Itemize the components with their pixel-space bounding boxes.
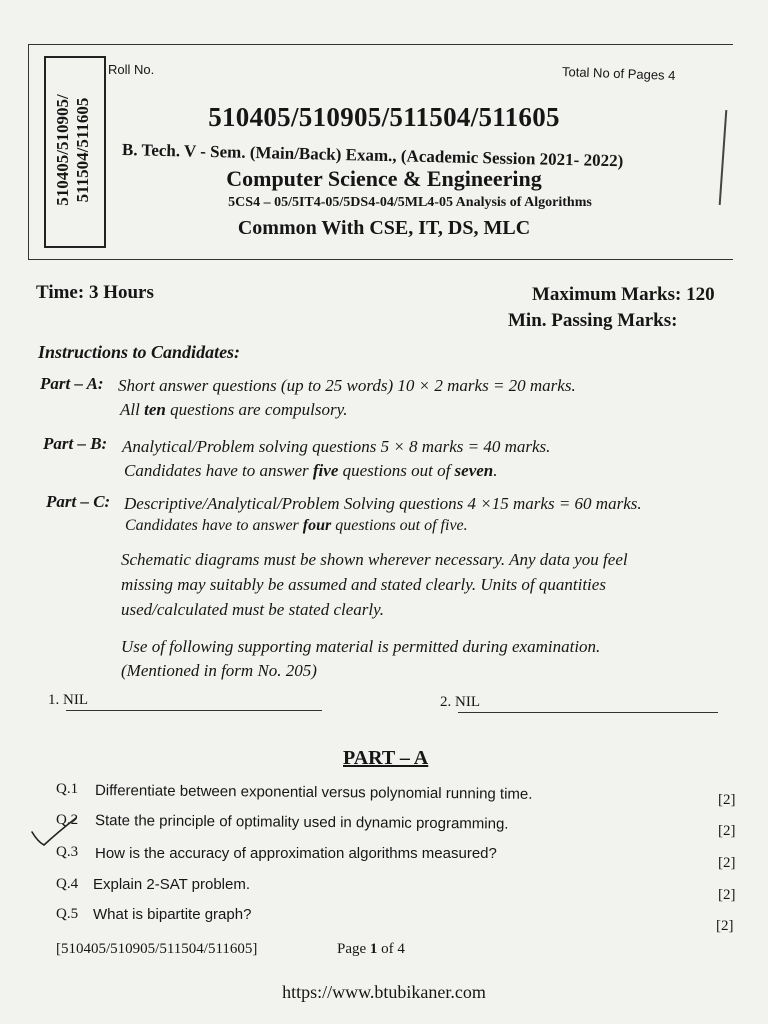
subject-line: 5CS4 – 05/5IT4-05/5DS4-04/5ML4-05 Analysis of Algorithms: [228, 195, 592, 210]
question-text: State the principle of optimality used in dynamic programming.: [94, 812, 509, 833]
material-item-1: 1. NIL: [48, 692, 88, 708]
part-b-label: Part – B:: [43, 434, 108, 453]
material-item-2-line: [458, 712, 718, 713]
side-codes-line2: 511504/511605: [73, 97, 92, 203]
question-number: Q.1: [56, 781, 79, 797]
material-item-1-line: [66, 710, 322, 711]
part-a-line1: Short answer questions (up to 25 words) 10 × 2 marks = 20 marks.: [118, 376, 576, 395]
question-text: What is bipartite graph?: [93, 906, 252, 923]
schematic-line1: Schematic diagrams must be shown wherever necessary. Any data you feel: [121, 550, 628, 569]
question-text: Explain 2-SAT problem.: [93, 876, 251, 893]
part-a-line2-bold: ten: [144, 400, 166, 419]
part-c-line2-pre: Candidates have to answer: [125, 517, 303, 534]
part-b-line2-pre: Candidates have to answer: [124, 461, 313, 480]
page-number-current: 1: [369, 941, 378, 957]
handwritten-check-mark-icon: [28, 812, 78, 848]
page-number-pre: Page: [337, 941, 370, 957]
part-b-line2-mid: questions out of: [338, 461, 455, 480]
footer-paper-codes: [510405/510905/511504/511605]: [56, 941, 258, 957]
part-b-line2-bold1: five: [312, 461, 339, 480]
question-text: How is the accuracy of approximation algorithms measured?: [95, 845, 497, 862]
part-b-line2: [124, 461, 498, 481]
material-line2: (Mentioned in form No. 205): [121, 661, 317, 680]
max-marks: Maximum Marks: 120: [532, 284, 715, 305]
material-line1: Use of following supporting material is permitted during examination.: [121, 637, 601, 656]
common-with-line: Common With CSE, IT, DS, MLC: [237, 217, 531, 239]
question-marks: [2]: [718, 792, 736, 808]
question-text: Differentiate between exponential versus polynomial running time.: [94, 782, 533, 803]
page-number: [337, 941, 405, 958]
question-marks: [2]: [716, 918, 734, 934]
page-number-post: of 4: [377, 941, 405, 957]
question-marks: [2]: [718, 823, 736, 839]
question-number: Q.5: [56, 906, 79, 922]
part-a-line2-pre: All: [120, 400, 145, 419]
part-c-line2: [125, 517, 468, 535]
part-a-heading: PART – A: [343, 747, 429, 769]
material-item-2: 2. NIL: [440, 694, 480, 710]
part-a-label: Part – A:: [40, 374, 104, 393]
part-a-line2: [120, 400, 347, 420]
question-number: Q.4: [56, 876, 79, 892]
schematic-line3: used/calculated must be stated clearly.: [121, 600, 384, 619]
part-c-label: Part – C:: [46, 492, 111, 511]
total-pages: Total No of Pages 4: [561, 64, 676, 83]
part-b-line2-post: .: [493, 461, 498, 480]
question-marks: [2]: [718, 855, 736, 871]
part-c-line2-bold: four: [302, 517, 332, 534]
time-label: Time: 3 Hours: [36, 282, 154, 303]
department-title: Computer Science & Engineering: [226, 166, 542, 191]
side-codes-line1: 510405/510905/: [53, 94, 72, 206]
part-c-line2-post: questions out of five.: [331, 517, 468, 534]
part-c-line1: Descriptive/Analytical/Problem Solving questions 4 ×15 marks = 60 marks.: [124, 494, 642, 513]
question-number: Q.3: [56, 844, 79, 860]
part-b-line2-bold2: seven: [454, 461, 494, 480]
exam-line: B. Tech. V - Sem. (Main/Back) Exam., (Academic Session 2021- 2022): [121, 140, 624, 171]
min-passing-marks: Min. Passing Marks:: [508, 310, 678, 331]
schematic-line2: missing may suitably be assumed and stated clearly. Units of quantities: [121, 575, 606, 594]
instructions-title: Instructions to Candidates:: [38, 342, 241, 362]
part-a-line2-post: questions are compulsory.: [165, 400, 348, 419]
part-b-line1: Analytical/Problem solving questions 5 × 8 marks = 40 marks.: [122, 437, 551, 456]
footer-url[interactable]: https://www.btubikaner.com: [282, 982, 486, 1002]
question-number: Q.2: [56, 812, 79, 828]
question-marks: [2]: [718, 887, 736, 903]
paper-codes-title: 510405/510905/511504/511605: [208, 102, 560, 132]
roll-no-label: Roll No.: [108, 62, 155, 77]
